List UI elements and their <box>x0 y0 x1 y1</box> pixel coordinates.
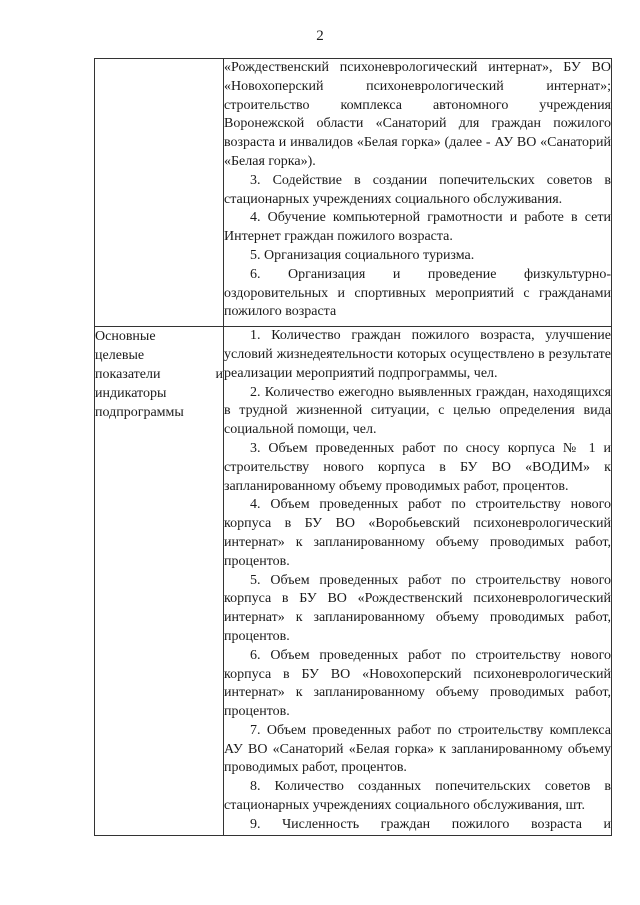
table-row <box>95 59 612 327</box>
indicator-item-1: 1. Количество граждан пожилого возраста, улучшение условий жизнедеятельности которых осуществлено в результате реализации мероприятий подпрограммы, чел. <box>224 328 611 381</box>
label-line: подпрограммы <box>95 405 184 421</box>
indicators-cell <box>224 327 612 836</box>
paragraph-item-3: 3. Содействие в создании попечительских советов в стационарных учреждениях социального обслуживания. <box>224 172 611 207</box>
paragraph-item-6: 6. Организация и проведение физкультурно-оздоровительных и спортивных мероприятий с гражданами пожилого возраста <box>224 266 611 320</box>
subprogram-passport-table <box>94 58 612 836</box>
row-label-cell <box>95 327 224 836</box>
paragraph-item-5: 5. Организация социального туризма. <box>250 247 475 263</box>
indicator-item-9: 9. Численность граждан пожилого возраста и <box>250 816 611 832</box>
row-label-cell-empty <box>95 59 224 327</box>
indicator-item-3: 3. Объем проведенных работ по сносу корпуса № 1 и строительству нового корпуса в БУ ВО «ВОДИМ» к запланированному объему проводимых работ, процентов. <box>224 440 611 494</box>
page-number: 2 <box>316 28 324 44</box>
indicator-item-8: 8. Количество созданных попечительских советов в стационарных учреждениях социального обслуживания, шт. <box>224 779 611 814</box>
paragraph-item-4: 4. Обучение компьютерной грамотности и работе в сети Интернет граждан пожилого возраста. <box>224 210 611 245</box>
label-line: индикаторы <box>95 386 167 402</box>
indicator-item-4: 4. Объем проведенных работ по строительству нового корпуса в БУ ВО «Воробьевский психоневрологический интернат» к запланированному объему проводимых работ, процентов. <box>224 497 611 569</box>
table-row <box>95 327 612 836</box>
label-line: целевые <box>95 348 145 364</box>
indicator-item-7: 7. Объем проведенных работ по строительству комплекса АУ ВО «Санаторий «Белая горка» к запланированному объему проводимых работ, процентов. <box>224 722 611 776</box>
row-content-cell <box>224 59 612 327</box>
label-line: показатели и <box>95 367 223 383</box>
paragraph-institutions: «Рождественский психоневрологический интернат», БУ ВО «Новохоперский психоневрологический интернат»; строительство комплекса автономного учреждения Воронежской области «Санаторий для граждан пожилого возраста и инвалидов «Белая горка» (далее - АУ ВО «Санаторий «Белая горка»). <box>224 60 611 169</box>
label-line: Основные <box>95 329 156 345</box>
indicator-item-2: 2. Количество ежегодно выявленных граждан, находящихся в трудной жизненной ситуации, с целью определения вида социальной помощи, чел. <box>224 384 611 438</box>
indicator-item-5: 5. Объем проведенных работ по строительству нового корпуса в БУ ВО «Рождественский психоневрологический интернат» к запланированному объему проводимых работ, процентов. <box>224 572 611 644</box>
indicator-item-6: 6. Объем проведенных работ по строительству нового корпуса в БУ ВО «Новохоперский психоневрологический интернат» к запланированному объему проводимых работ, процентов. <box>224 647 611 720</box>
